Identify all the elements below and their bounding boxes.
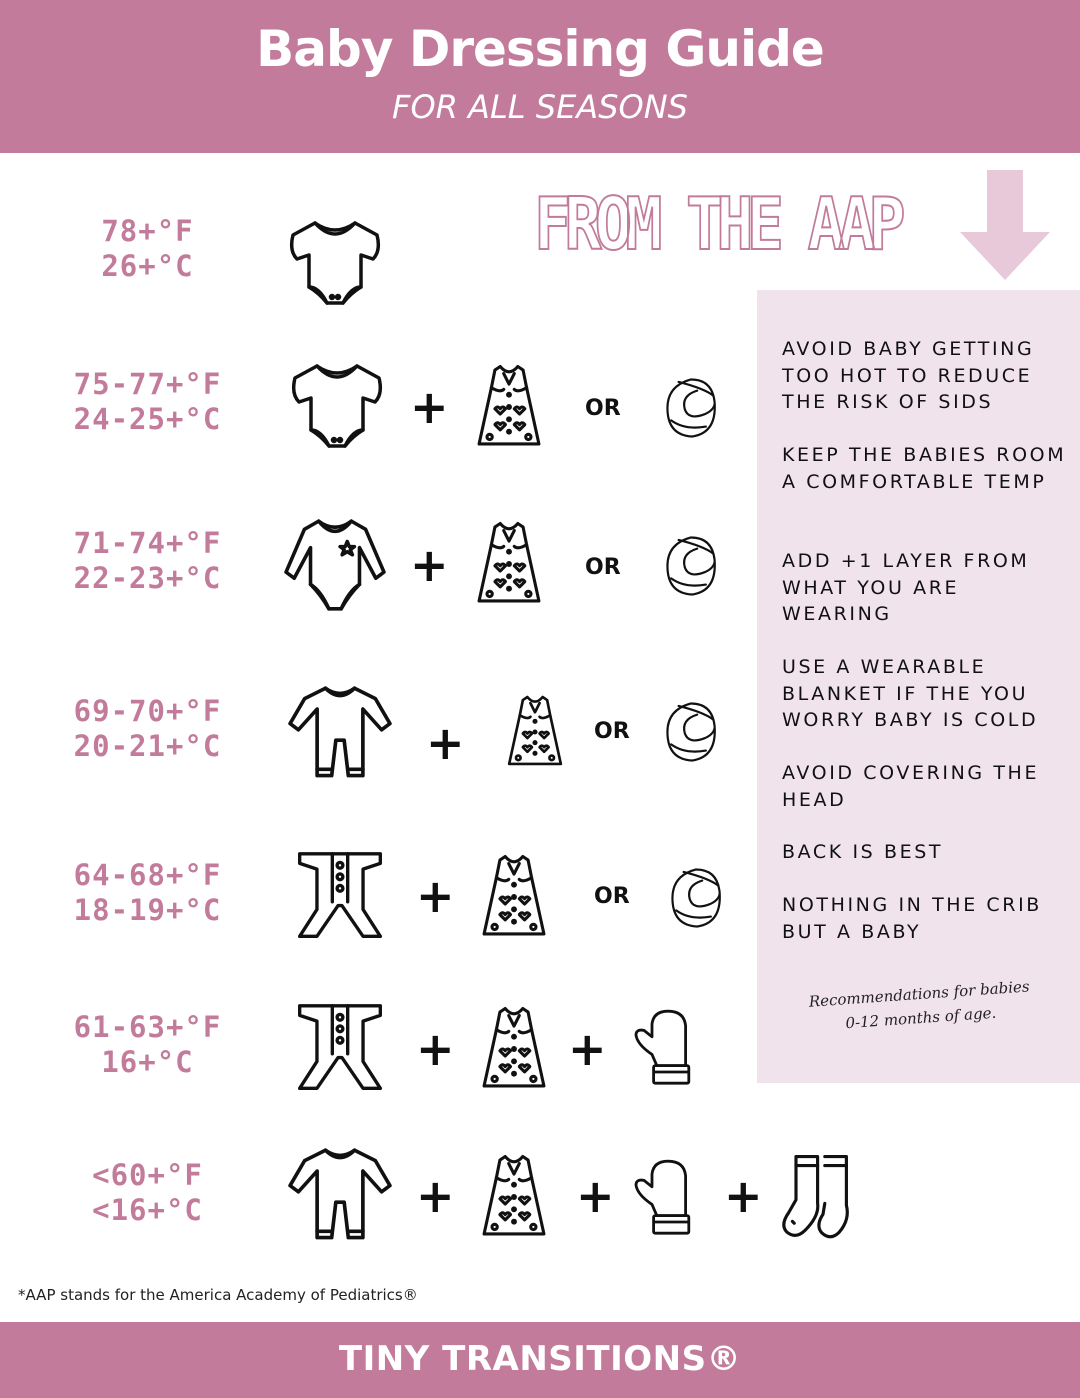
footnote: *AAP stands for the America Academy of Pediatrics® — [18, 1286, 418, 1304]
temp-celsius: 18-19+°C — [73, 893, 222, 927]
temp-label — [40, 367, 255, 437]
temp-fahrenheit: <60+°F — [92, 1158, 203, 1192]
sleep-sack-icon — [470, 1000, 558, 1098]
plus-symbol: + — [416, 869, 455, 923]
swaddle-icon — [660, 362, 722, 454]
temp-fahrenheit: 71-74+°F — [73, 526, 222, 560]
tip-item: AVOID COVERING THE HEAD — [782, 762, 1040, 811]
aap-heading: FROM THE AAP — [534, 182, 899, 266]
swaddle-icon — [660, 520, 722, 612]
temp-label — [40, 1010, 255, 1080]
long-sleeve-bodysuit-icon — [280, 515, 390, 617]
page-title: Baby Dressing Guide — [256, 20, 824, 78]
short-sleeve-bodysuit-icon — [285, 215, 385, 315]
temp-celsius: 20-21+°C — [73, 729, 222, 763]
or-label: OR — [585, 555, 621, 580]
plus-symbol: + — [426, 716, 465, 770]
temp-celsius: <16+°C — [92, 1193, 203, 1227]
sleep-sack-icon — [470, 848, 558, 946]
mitten-icon — [628, 1154, 708, 1242]
tips-note-line1: Recommendations for babies — [808, 977, 1031, 1011]
brand-name: TINY TRANSITIONS® — [338, 1339, 742, 1379]
plus-symbol: + — [568, 1022, 607, 1076]
swaddle-icon — [665, 852, 727, 944]
footed-sleeper-icon — [280, 682, 400, 786]
plus-symbol: + — [416, 1169, 455, 1223]
temp-fahrenheit: 64-68+°F — [73, 858, 222, 892]
temp-fahrenheit: 61-63+°F — [73, 1010, 222, 1044]
buttoned-sleeper-icon — [292, 1000, 388, 1096]
temp-fahrenheit: 78+°F — [101, 214, 194, 248]
temp-fahrenheit: 75-77+°F — [73, 367, 222, 401]
swaddle-icon — [660, 686, 722, 778]
plus-symbol: + — [416, 1022, 455, 1076]
or-label: OR — [594, 884, 630, 909]
sleep-sack-icon — [465, 358, 553, 456]
page-subtitle: FOR ALL SEASONS — [392, 88, 688, 126]
temp-fahrenheit: 69-70+°F — [73, 694, 222, 728]
arrow-down-icon — [960, 170, 1050, 286]
sleep-sack-icon — [470, 1148, 558, 1246]
temp-celsius: 16+°C — [101, 1045, 194, 1079]
or-label: OR — [585, 396, 621, 421]
or-label: OR — [594, 719, 630, 744]
tip-item: BACK IS BEST — [782, 841, 944, 863]
plus-symbol: + — [724, 1169, 763, 1223]
temp-label — [40, 214, 255, 284]
footed-sleeper-icon — [280, 1144, 400, 1248]
tip-item: NOTHING IN THE CRIB BUT A BABY — [782, 894, 1042, 943]
short-sleeve-bodysuit-icon — [287, 358, 387, 458]
tip-item: ADD +1 LAYER FROM WHAT YOU ARE WEARING — [782, 550, 1030, 625]
sleep-sack-icon — [497, 688, 573, 776]
tip-item: KEEP THE BABIES ROOM A COMFORTABLE TEMP — [782, 444, 1067, 493]
plus-symbol: + — [410, 380, 449, 434]
tip-item: USE A WEARABLE BLANKET IF THE YOU WORRY BABY IS COLD — [782, 656, 1039, 731]
buttoned-sleeper-icon — [292, 848, 388, 944]
plus-symbol: + — [576, 1169, 615, 1223]
temp-label — [40, 858, 255, 928]
socks-icon — [778, 1148, 868, 1248]
plus-symbol: + — [410, 538, 449, 592]
tips-note-line2: 0-12 months of age. — [844, 1003, 997, 1033]
tip-item: AVOID BABY GETTING TOO HOT TO REDUCE THE RISK OF SIDS — [782, 338, 1035, 413]
temp-label — [40, 694, 255, 764]
temp-celsius: 26+°C — [101, 249, 194, 283]
sleep-sack-icon — [465, 515, 553, 613]
temp-celsius: 24-25+°C — [73, 402, 222, 436]
temp-label — [40, 526, 255, 596]
mitten-icon — [628, 1004, 708, 1092]
temp-label — [40, 1158, 255, 1228]
temp-celsius: 22-23+°C — [73, 561, 222, 595]
